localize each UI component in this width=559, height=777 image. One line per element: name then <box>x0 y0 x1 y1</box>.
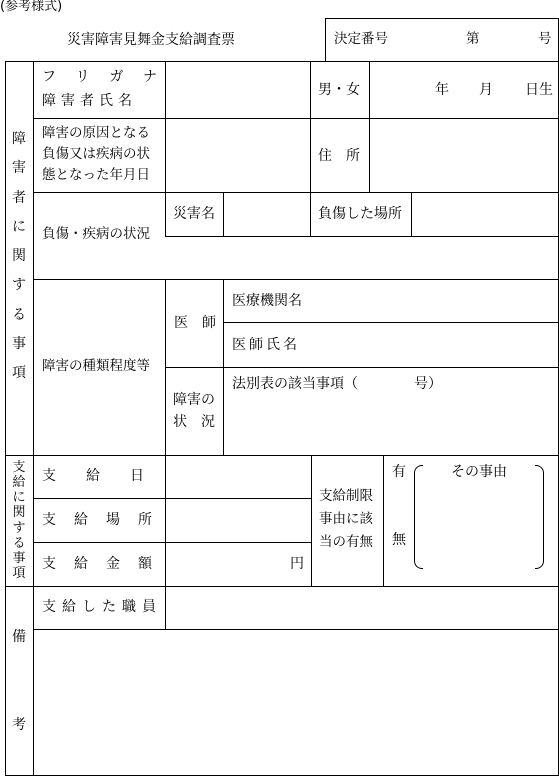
staff-label: 支給した職員 <box>42 599 162 615</box>
reason-label: その事由 <box>451 464 507 480</box>
option-yes[interactable]: 有 <box>392 464 406 480</box>
remarks-field[interactable] <box>34 630 557 774</box>
name-field[interactable] <box>166 62 309 117</box>
restriction-line-2: 事由に該 <box>319 511 373 527</box>
disability-status-line-2: 状 況 <box>173 414 215 430</box>
restriction-line-3: 当の有無 <box>319 534 373 550</box>
disability-severity-label: 障害の種類程度等 <box>42 358 150 374</box>
gender-label: 男・女 <box>318 82 360 98</box>
reason-bracket-left <box>414 465 423 569</box>
decision-dai: 第 <box>466 31 480 47</box>
disability-status-line-1: 障害の <box>173 392 215 408</box>
remarks-heading-2: 考 <box>12 717 26 733</box>
medical-institution-label: 医療機関名 <box>232 293 302 309</box>
section-disabled-person-heading: 障 害 者 に 関 す る 事 項 <box>12 131 26 381</box>
birth-month-label: 月 <box>479 82 493 98</box>
reason-bracket-right <box>535 465 544 569</box>
restriction-line-1: 支給制限 <box>319 488 373 504</box>
yen-label: 円 <box>290 556 304 572</box>
remarks-heading-1: 備 <box>12 629 26 645</box>
form-note: (参考様式) <box>0 0 63 14</box>
cause-date-line-2: 負傷又は疾病の状 <box>42 146 150 162</box>
doctor-label: 医 師 <box>174 315 216 331</box>
disabled-person-name-label: 障害者氏名 <box>42 93 137 109</box>
birth-year-label: 年 <box>435 82 449 98</box>
annex-table-label: 法別表の該当事項（ 号） <box>232 376 442 392</box>
address-label: 住 所 <box>318 148 360 164</box>
disaster-name-label: 災害名 <box>173 206 215 222</box>
section-payment-heading: 支 給 に 関 す る 事 項 <box>12 460 26 581</box>
payment-amount-label: 支給金額 <box>42 556 170 572</box>
injury-status-label: 負傷・疾病の状況 <box>42 226 150 242</box>
injury-place-label: 負傷した場所 <box>318 206 402 222</box>
form-title: 災害障害見舞金支給調査票 <box>67 32 235 48</box>
doctor-name-label: 医師氏名 <box>232 337 300 353</box>
cause-date-line-3: 態となった年月日 <box>42 167 150 183</box>
payment-place-label: 支給場所 <box>42 512 170 528</box>
birth-day-label: 日生 <box>525 82 553 98</box>
frame-bottom <box>5 775 559 776</box>
cause-date-line-1: 障害の原因となる <box>42 125 150 141</box>
option-no[interactable]: 無 <box>392 532 406 548</box>
decision-go: 号 <box>538 31 552 47</box>
decision-number-label: 決定番号 <box>334 31 388 47</box>
furigana-label: フ リ ガ ナ <box>42 69 157 85</box>
payment-date-label: 支給日 <box>42 468 174 484</box>
